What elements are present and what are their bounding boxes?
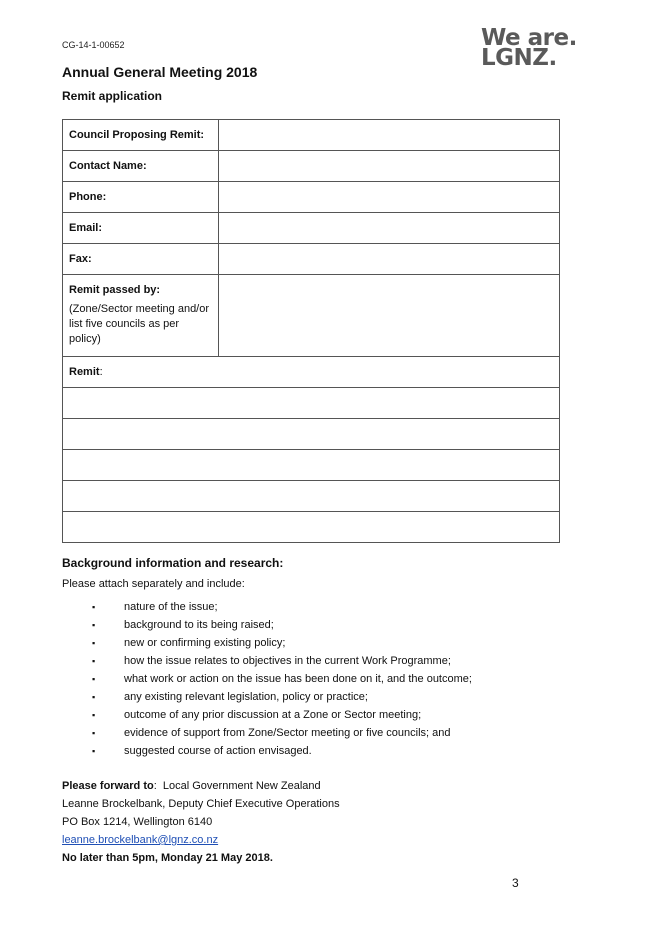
page-number: 3 [512,876,519,890]
remit-line-field[interactable] [63,450,560,481]
list-item-text: background to its being raised; [124,619,274,631]
row-remit-passed [63,275,560,357]
list-item-text: what work or action on the issue has been done on it, and the outcome; [124,673,472,685]
remit-form-table [62,119,560,543]
bullet-icon: ▪ [92,674,96,684]
list-item-text: any existing relevant legislation, policy or practice; [124,691,368,703]
list-item [92,653,472,671]
list-item [92,635,472,653]
remit-label: Remit [69,366,100,378]
bullet-icon: ▪ [92,656,96,666]
list-item-text: how the issue relates to objectives in the current Work Programme; [124,655,451,667]
forward-email-link[interactable]: leanne.brockelbank@lgnz.co.nz [62,834,219,846]
remit-passed-note: (Zone/Sector meeting and/or list five councils as per policy) [69,303,210,345]
council-label: Council Proposing Remit: [63,120,219,151]
contact-label: Contact Name: [63,151,219,182]
row-remit-header [63,357,560,388]
remit-line-field[interactable] [63,481,560,512]
forward-line [62,777,340,795]
list-item-text: evidence of support from Zone/Sector meeting or five councils; and [124,727,451,739]
phone-label: Phone: [63,182,219,213]
list-item-text: nature of the issue; [124,601,218,613]
page-title: Annual General Meeting 2018 [62,64,258,80]
list-item [92,671,472,689]
council-field[interactable] [219,120,560,151]
fax-field[interactable] [219,244,560,275]
list-item [92,743,472,761]
remit-line-field[interactable] [63,388,560,419]
row-council [63,120,560,151]
remit-line-5 [63,512,560,543]
row-contact [63,151,560,182]
list-item-text: new or confirming existing policy; [124,637,286,649]
remit-line-3 [63,450,560,481]
bullet-icon: ▪ [92,620,96,630]
row-phone [63,182,560,213]
remit-label-colon: : [99,366,103,378]
forward-label: Please forward to [62,780,154,792]
logo-line-1: We are. [481,25,577,51]
bullet-icon: ▪ [92,638,96,648]
remit-line-4 [63,481,560,512]
remit-label-cell [63,357,560,388]
row-fax [63,244,560,275]
list-item [92,689,472,707]
remit-line-2 [63,419,560,450]
remit-passed-field[interactable] [219,275,560,357]
remit-line-1 [63,388,560,419]
bullet-icon: ▪ [92,602,96,612]
bullet-icon: ▪ [92,728,96,738]
forward-deadline: No later than 5pm, Monday 21 May 2018. [62,852,273,864]
contact-field[interactable] [219,151,560,182]
forward-label-colon: : [153,780,157,792]
remit-passed-label-cell [63,275,219,357]
list-item [92,707,472,725]
page-subtitle: Remit application [62,89,163,103]
fax-label: Fax: [63,244,219,275]
background-heading: Background information and research: [62,556,284,570]
forward-person: Leanne Brockelbank, Deputy Chief Executive Operations [62,798,340,810]
phone-field[interactable] [219,182,560,213]
bullet-icon: ▪ [92,746,96,756]
row-email [63,213,560,244]
remit-passed-label: Remit passed by: [69,284,161,296]
forward-org: Local Government New Zealand [162,780,321,792]
list-item [92,617,472,635]
remit-line-field[interactable] [63,512,560,543]
bullet-icon: ▪ [92,692,96,702]
list-item [92,725,472,743]
list-item-text: suggested course of action envisaged. [124,745,312,757]
logo-line-2: LGNZ. [481,45,557,71]
forward-address: PO Box 1214, Wellington 6140 [62,816,213,828]
background-list [92,599,472,761]
list-item-text: outcome of any prior discussion at a Zone or Sector meeting; [124,709,422,721]
email-field[interactable] [219,213,560,244]
background-intro: Please attach separately and include: [62,578,245,590]
forward-block [62,777,340,867]
remit-line-field[interactable] [63,419,560,450]
lgnz-logo [481,25,577,71]
list-item [92,599,472,617]
email-label: Email: [63,213,219,244]
bullet-icon: ▪ [92,710,96,720]
document-code: CG-14-1-00652 [62,40,125,50]
